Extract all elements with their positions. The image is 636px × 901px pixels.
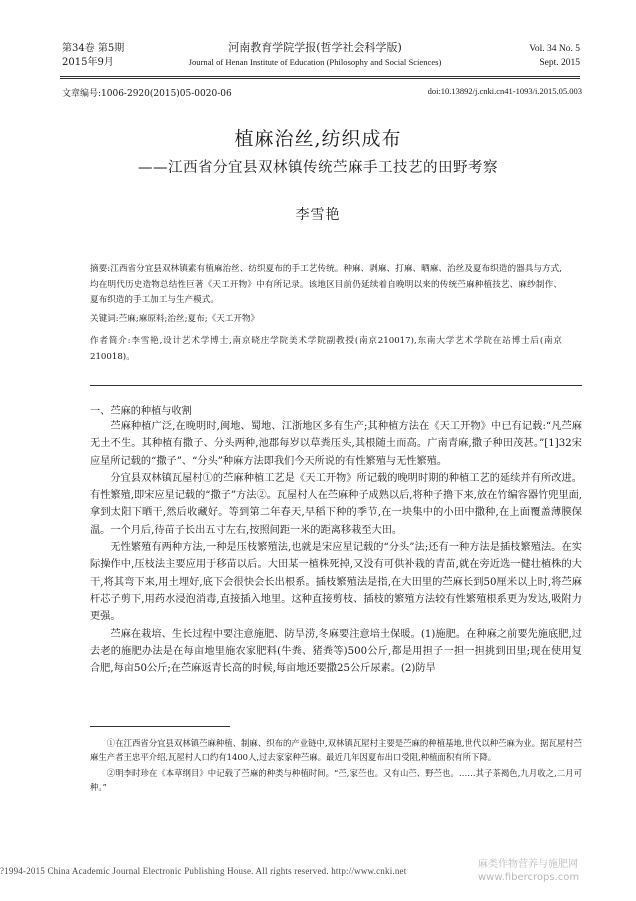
paragraph: 无性繁殖有两种方法,一种是压枝繁殖法,也就是宋应星记载的“分头”法;还有一种方法是插枝繁殖法。在实际操作中,压枝法主要应用于移苗以后。大田某一植株死掉,又没有可供补栽的青苗,就在旁近选一健壮植株的大干,将其弯下来,用土埋好,底下会很快会长出根系。插枝繁殖法是指,在大田里的苎麻长到50厘米以上时,将苎麻杆芯子剪下,用药水浸泡消毒,直接插入地里。这种直接剪枝、插枝的繁殖方法较有性繁殖根系更为发达,吸附力更强。 — [90, 542, 582, 623]
footnote: ②明李时珍在《本草纲目》中记载了苎麻的种类与种植时间。“苎,家苎也。又有山苎、野苎也。……其子茶褐色,九月收之,二月可种。” — [90, 768, 582, 792]
paragraph: 分宜县双林镇瓦屋村①的苎麻种植工艺是《天工开物》所记载的晚明时期的种植工艺的延续并有所改进。有性繁殖,即宋应星记载的“撒子”方法②。瓦屋村人在苎麻种子成熟以后,将种子撸下来,放在竹编容器竹兜里面,拿到太阳下晒干,然后收藏好。等到第二年春天,早稻下种的季节,在一块集中的小田中撒种,在上面覆盖薄膜保温。一个月后,待苗子长出五寸左右,按照间距一米的距离移栽至大田。 — [90, 472, 582, 536]
article-subtitle: ——江西省分宜县双林镇传统苎麻手工技艺的田野考察 — [138, 160, 498, 176]
issue-date: 2015年9月 — [62, 57, 114, 68]
volume-issue: 第34卷 第5期 — [62, 43, 125, 54]
keywords: 关键词:苎麻;麻原料;治丝;夏布;《天工开物》 — [90, 314, 260, 324]
abstract: 摘要:江西省分宜县双林镇素有植麻治丝、纺织夏布的手工艺传统。种麻、剥麻、打麻、晒麻、治丝及夏布织造的器具与方式,均在明代历史造物总结性巨著《天工开物》中有所记录。该地区目前仍延续着自晚明以来的传统苎麻种植技艺、麻纱制作、夏布织造的手工加工与生产模式。 — [90, 264, 562, 305]
author-name: 李雪艳 — [295, 207, 341, 223]
copyright-line: ?1994-2015 China Academic Journal Electronic Publishing House. All rights reserved. http://www.cnki.net — [0, 866, 407, 876]
journal-header — [150, 40, 480, 70]
front-matter-rule — [90, 385, 582, 386]
header-rule-2 — [60, 78, 580, 79]
paragraph: 苎麻在栽培、生长过程中要注意施肥、防旱涝,冬麻要注意培土保暖。(1)施肥。在种麻之前要先施底肥,过去老的施肥办法是在每亩地里施农家肥料(牛粪、猪粪等)500公斤,都是用担子一担一担挑到田里;现在使用复合肥,每亩50公斤;在苎麻返青长高的时候,每亩地还要撒25公斤尿素。(2)防旱 — [90, 628, 582, 675]
doi: doi:10.13892/j.cnki.cn41-1093/i.2015.05.003 — [427, 86, 582, 96]
issue-info — [62, 42, 124, 70]
volume-en: Vol. 34 No. 5 — [529, 44, 580, 54]
journal-name-en: Journal of Henan Institute of Education (Philosophy and Social Sciences) — [188, 57, 442, 67]
section-heading: 一、苎麻的种植与收割 — [90, 406, 192, 417]
author-introduction: 作者简介:李雪艳,设计艺术学博士,南京晓庄学院美术学院副教授(南京210017),东南大学艺术学院在站博士后(南京210018)。 — [90, 336, 562, 362]
footnote-rule — [90, 726, 230, 727]
footnotes — [90, 736, 582, 796]
article-title: 植麻治丝,纺织成布 — [234, 128, 402, 150]
article-number: 文章编号:1006-2920(2015)05-0020-06 — [62, 89, 232, 99]
date-en: Sept. 2015 — [539, 58, 580, 68]
body-text — [90, 418, 582, 677]
header-rule — [60, 76, 580, 77]
footnote: ①在江西省分宜县双林镇苎麻种植、制麻、织布的产业链中,双林镇瓦屋村主要是苎麻的种植基地,世代以种苎麻为业。据瓦屋村苎麻生产者王忠平介绍,瓦屋村人口约有1400人,过去家家种苎麻。最近几年因夏布出口受阻,种植面积有所下降。 — [90, 738, 582, 762]
site-watermark: 麻类作物营养与施肥网 www.fibercrops.com — [478, 859, 580, 883]
journal-name-cn: 河南教育学院学报(哲学社会科学版) — [228, 41, 402, 54]
issue-info-en — [490, 42, 580, 70]
paragraph: 苎麻种植广泛,在晚明时,闽地、蜀地、江浙地区多有生产;其种植方法在《天工开物》中已有记载:“凡苎麻无土不生。其种植有撒子、分头两种,池郡每岁以草粪压头,其根随土而高。广南青麻,撒子种田茂甚。”[1]32宋应星所记载的“撒子”、“分头”种麻方法即我们今天所说的有性繁殖与无性繁殖。 — [90, 421, 582, 467]
